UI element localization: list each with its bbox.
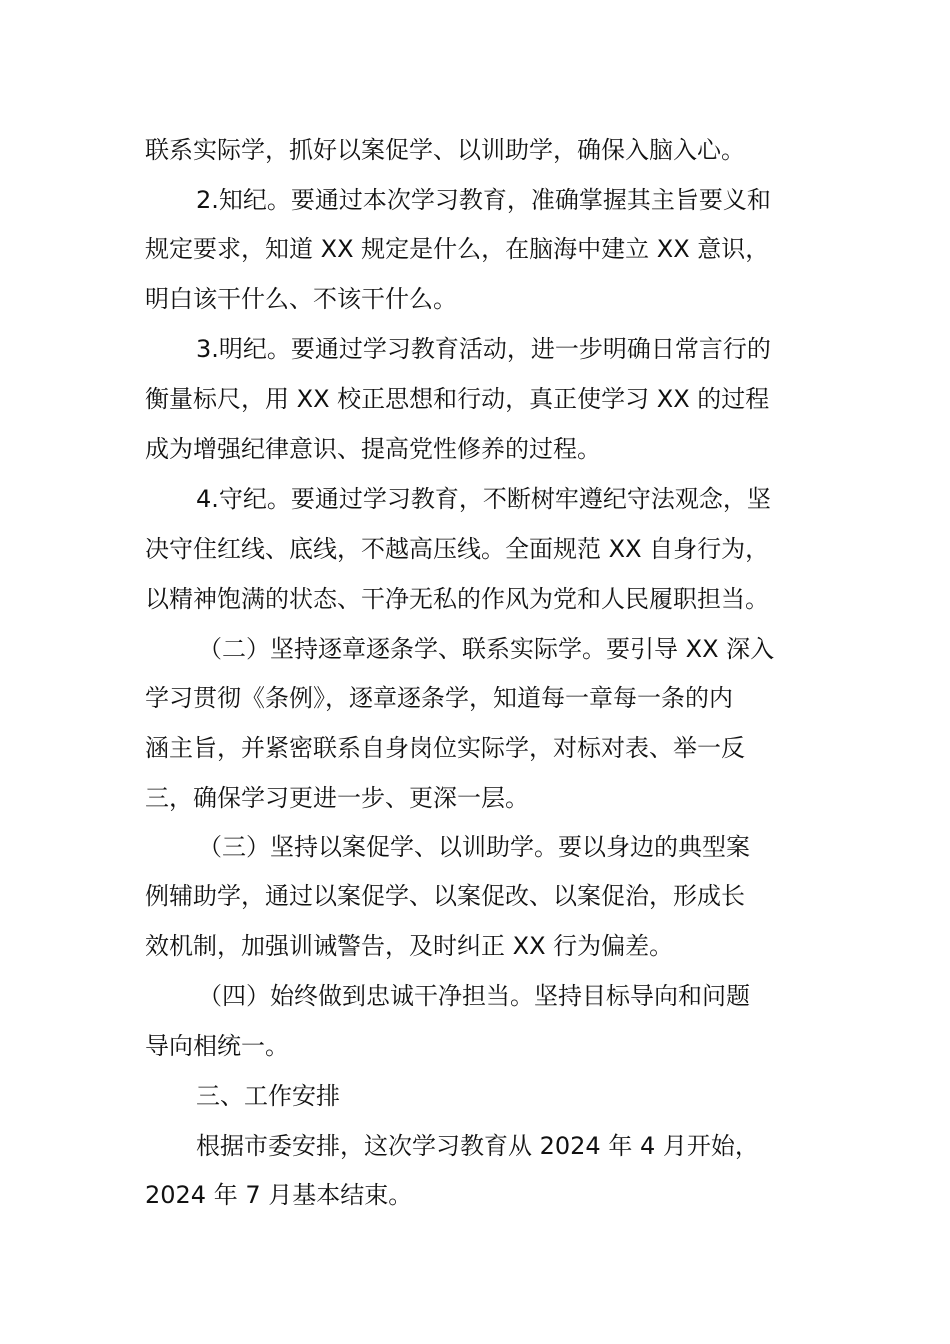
text-line: （四）始终做到忠诚干净担当。坚持目标导向和问题 (198, 982, 750, 1010)
text-line: 2024 年 7 月基本结束。 (145, 1181, 413, 1209)
text-line: 学习贯彻《条例》，逐章逐条学，知道每一章每一条的内 (145, 684, 733, 712)
section-heading: 三、工作安排 (196, 1082, 340, 1110)
text-line: 三，确保学习更进一步、更深一层。 (145, 784, 529, 812)
text-line: 成为增强纪律意识、提高党性修养的过程。 (145, 435, 601, 463)
text-line: 明白该干什么、不该干什么。 (145, 285, 457, 313)
text-line: 根据市委安排，这次学习教育从 2024 年 4 月开始， (196, 1132, 759, 1160)
text-line: 涵主旨，并紧密联系自身岗位实际学，对标对表、举一反 (145, 734, 745, 762)
text-line: 效机制，加强训诫警告，及时纠正 XX 行为偏差。 (145, 932, 674, 960)
text-line: 2.知纪。要通过本次学习教育，准确掌握其主旨要义和 (196, 186, 771, 214)
text-line: 衡量标尺，用 XX 校正思想和行动，真正使学习 XX 的过程 (145, 385, 770, 413)
text-line: 导向相统一。 (145, 1032, 289, 1060)
text-line: 4.守纪。要通过学习教育，不断树牢遵纪守法观念，坚 (196, 485, 771, 513)
text-line: 以精神饱满的状态、干净无私的作风为党和人民履职担当。 (145, 585, 769, 613)
text-line: 3.明纪。要通过学习教育活动，进一步明确日常言行的 (196, 335, 771, 363)
text-line: 决守住红线、底线，不越高压线。全面规范 XX 自身行为， (145, 535, 770, 563)
text-line: （二）坚持逐章逐条学、联系实际学。要引导 XX 深入 (198, 635, 775, 663)
text-line: 联系实际学，抓好以案促学、以训助学，确保入脑入心。 (145, 136, 745, 164)
text-line: （三）坚持以案促学、以训助学。要以身边的典型案 (198, 833, 750, 861)
text-line: 规定要求，知道 XX 规定是什么，在脑海中建立 XX 意识， (145, 235, 770, 263)
text-line: 例辅助学，通过以案促学、以案促改、以案促治，形成长 (145, 882, 745, 910)
